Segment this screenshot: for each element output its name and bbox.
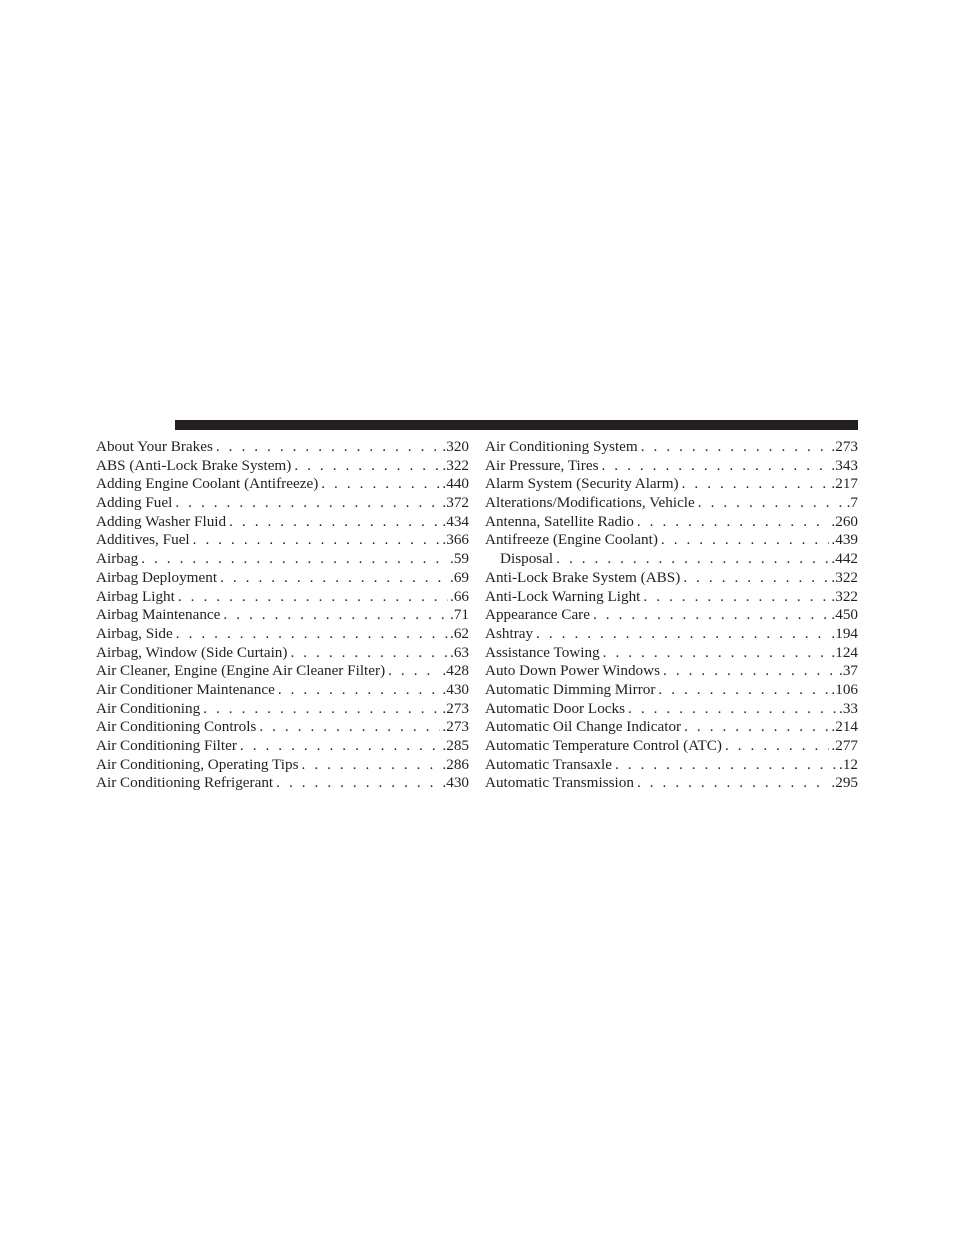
index-subentry (485, 550, 858, 569)
entry-page: .7 (846, 494, 858, 512)
entry-label: Air Conditioning Refrigerant (96, 774, 274, 792)
entry-label: Anti-Lock Warning Light (485, 587, 641, 605)
leader-dots (663, 662, 837, 681)
index-entry (96, 718, 469, 737)
entry-page: .194 (831, 624, 858, 642)
entry-label: Antenna, Satellite Radio (485, 512, 634, 530)
entry-label: Appearance Care (485, 606, 590, 624)
leader-dots (259, 718, 440, 737)
entry-page: .277 (831, 737, 858, 754)
leader-dots (240, 737, 441, 756)
leader-dots (276, 774, 440, 793)
index-entry (485, 737, 858, 756)
index-entry (96, 438, 469, 457)
entry-label: About Your Brakes (96, 438, 213, 455)
leader-dots (628, 700, 837, 719)
entry-page: .59 (450, 550, 469, 568)
entry-label: Antifreeze (Engine Coolant) (485, 531, 658, 549)
entry-page: .440 (442, 475, 469, 493)
leader-dots (593, 606, 829, 625)
entry-label: Air Conditioning Controls (96, 718, 257, 736)
index-entry (485, 718, 858, 737)
index-entry (96, 662, 469, 681)
index-entry (96, 550, 469, 569)
entry-label: Automatic Transaxle (485, 755, 612, 773)
entry-page: .273 (442, 699, 469, 717)
entry-label: Ashtray (485, 624, 534, 642)
entry-page: .428 (442, 662, 469, 680)
index-entry (96, 494, 469, 513)
entry-label: Alarm System (Security Alarm) (485, 475, 679, 493)
entry-page: .214 (831, 718, 858, 736)
leader-dots (682, 475, 830, 494)
entry-page: .295 (831, 774, 858, 792)
entry-label: Adding Washer Fluid (96, 512, 227, 530)
leader-dots (302, 756, 441, 775)
entry-page: .285 (442, 737, 469, 754)
entry-page: .66 (450, 587, 469, 605)
leader-dots (641, 438, 830, 457)
index-entry (485, 494, 858, 513)
index-entry (96, 700, 469, 719)
entry-page: .320 (442, 438, 469, 455)
entry-page: .343 (831, 456, 858, 474)
index-entry (485, 475, 858, 494)
entry-label: Automatic Door Locks (485, 699, 626, 717)
leader-dots (203, 700, 440, 719)
leader-dots (661, 531, 830, 550)
entry-page: .439 (831, 531, 858, 549)
leader-dots (603, 644, 830, 663)
entry-page: .322 (831, 587, 858, 605)
entry-label: Automatic Transmission (485, 774, 634, 792)
index-entry (96, 681, 469, 700)
leader-dots (294, 457, 440, 476)
leader-dots (637, 774, 829, 793)
leader-dots (683, 569, 829, 588)
entry-page: .442 (831, 550, 858, 568)
leader-dots (643, 588, 829, 607)
entry-page: .273 (442, 718, 469, 736)
leader-dots (698, 494, 845, 513)
entry-label: Air Conditioning (96, 699, 201, 717)
index-entry (96, 569, 469, 588)
leader-dots (637, 513, 830, 532)
leader-dots (684, 718, 829, 737)
index-entry (96, 475, 469, 494)
index-entry (96, 737, 469, 756)
entry-label: Air Pressure, Tires (485, 456, 599, 474)
entry-label: Automatic Oil Change Indicator (485, 718, 682, 736)
entry-label: Assistance Towing (485, 643, 600, 661)
entry-label: Air Cleaner, Engine (Engine Air Cleaner Filter) (96, 662, 386, 680)
leader-dots (278, 681, 441, 700)
index-entry (485, 588, 858, 607)
entry-page: .322 (831, 568, 858, 586)
leader-dots (388, 662, 440, 681)
entry-label: Airbag, Side (96, 624, 173, 642)
entry-label: Airbag Maintenance (96, 606, 221, 624)
entry-page: .322 (442, 456, 469, 474)
entry-page: .260 (831, 512, 858, 530)
entry-page: .62 (450, 624, 469, 642)
index-entry (96, 588, 469, 607)
entry-page: .106 (831, 680, 858, 698)
index-entry (485, 756, 858, 775)
index-entry (485, 606, 858, 625)
index-entry (96, 774, 469, 793)
entry-label: Additives, Fuel (96, 531, 190, 549)
index-column-right (485, 438, 858, 793)
leader-dots (220, 569, 448, 588)
index-entry (485, 438, 858, 457)
leader-dots (229, 513, 440, 532)
index-entry (485, 513, 858, 532)
entry-label: Disposal (500, 550, 554, 568)
leader-dots (223, 606, 448, 625)
index-entry (96, 644, 469, 663)
leader-dots (536, 625, 829, 644)
index-entry (96, 531, 469, 550)
leader-dots (175, 494, 440, 513)
entry-label: Airbag Deployment (96, 568, 218, 586)
entry-label: Air Conditioning Filter (96, 737, 237, 754)
index-entry (485, 531, 858, 550)
leader-dots (725, 737, 829, 756)
entry-label: Adding Engine Coolant (Antifreeze) (96, 475, 319, 493)
leader-dots (321, 475, 440, 494)
entry-page: .37 (839, 662, 858, 680)
index-entry (485, 457, 858, 476)
entry-page: .124 (831, 643, 858, 661)
entry-page: .12 (839, 755, 858, 773)
entry-label: Anti-Lock Brake System (ABS) (485, 568, 681, 586)
entry-page: .450 (831, 606, 858, 624)
index-entry (96, 457, 469, 476)
leader-dots (141, 550, 448, 569)
entry-label: Auto Down Power Windows (485, 662, 661, 680)
leader-dots (556, 550, 829, 569)
entry-page: .217 (831, 475, 858, 493)
leader-dots (193, 531, 441, 550)
leader-dots (615, 756, 837, 775)
header-rule (175, 420, 858, 430)
entry-label: Airbag Light (96, 587, 175, 605)
entry-page: .430 (442, 680, 469, 698)
entry-label: Airbag (96, 550, 139, 568)
index-entry (485, 681, 858, 700)
index-entry (485, 774, 858, 793)
entry-page: .71 (450, 606, 469, 624)
entry-page: .434 (442, 512, 469, 530)
index-entry (96, 756, 469, 775)
index-entry (96, 625, 469, 644)
entry-page: .273 (831, 438, 858, 455)
index-entry (96, 606, 469, 625)
entry-label: Airbag, Window (Side Curtain) (96, 643, 288, 661)
index-entry (485, 644, 858, 663)
entry-page: .33 (839, 699, 858, 717)
index-entry (485, 700, 858, 719)
entry-label: ABS (Anti-Lock Brake System) (96, 456, 292, 474)
entry-label: Air Conditioning, Operating Tips (96, 755, 299, 773)
index-entry (485, 625, 858, 644)
entry-label: Air Conditioner Maintenance (96, 680, 275, 698)
entry-label: Adding Fuel (96, 494, 173, 512)
entry-page: .63 (450, 643, 469, 661)
entry-page: .286 (442, 755, 469, 773)
leader-dots (216, 438, 441, 457)
index-entry (96, 513, 469, 532)
leader-dots (290, 644, 448, 663)
entry-page: .69 (450, 568, 469, 586)
leader-dots (602, 457, 830, 476)
entry-label: Alterations/Modifications, Vehicle (485, 494, 695, 512)
index-column-left (96, 438, 469, 793)
leader-dots (176, 625, 448, 644)
entry-page: .430 (442, 774, 469, 792)
index-entry (485, 569, 858, 588)
entry-label: Automatic Temperature Control (ATC) (485, 737, 722, 754)
leader-dots (658, 681, 829, 700)
entry-page: .366 (442, 531, 469, 549)
leader-dots (178, 588, 448, 607)
index-entry (485, 662, 858, 681)
entry-page: .372 (442, 494, 469, 512)
entry-label: Automatic Dimming Mirror (485, 680, 656, 698)
entry-label: Air Conditioning System (485, 438, 638, 455)
